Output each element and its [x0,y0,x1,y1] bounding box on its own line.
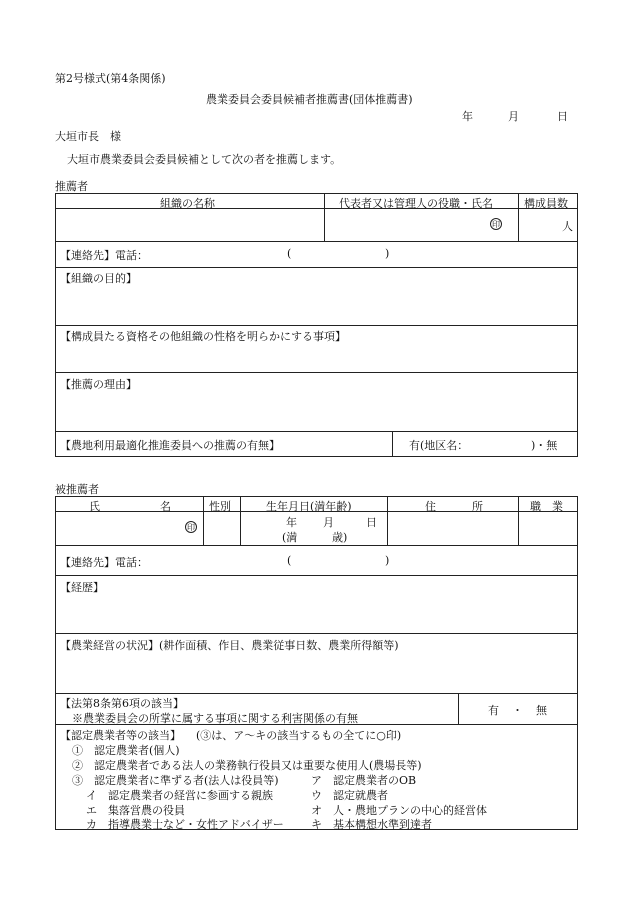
org-purpose-label: 【組織の目的】 [60,272,137,285]
org-purpose-field[interactable] [57,284,576,323]
certified-sub-a[interactable]: ア 認定農業者のOB [311,774,417,787]
promotion-committee-label: 【農地利用最適化推進委員への推薦の有無】 [60,439,280,452]
col-occupation: 職 業 [530,500,563,513]
seal-mark-icon: 印 [492,220,500,229]
recommend-reason-field[interactable] [57,390,576,429]
law-no-option[interactable]: 無 [536,704,547,717]
org-qualification-label: 【構成員たる資格その他組織の性格を明らかにする事項】 [60,330,346,343]
certified-item-2[interactable]: ② 認定農業者である法人の業務執行役員又は重要な使用人(農場長等) [72,759,422,772]
law-separator: ・ [512,704,523,717]
recommender-contact-open: ( [287,247,292,260]
certified-item-3[interactable]: ③ 認定農業者に準ずる者(法人は役員等) [72,774,279,787]
certified-farmer-label: 【認定農業者等の該当】 [60,729,181,742]
certified-item-1[interactable]: ① 認定農業者(個人) [72,744,180,757]
col-sex: 性別 [209,500,231,513]
birth-day-label: 日 [366,516,377,529]
col-org-name: 組織の名称 [160,197,215,210]
law-yes-option[interactable]: 有 [488,704,499,717]
certified-sub-e[interactable]: エ 集落営農の役員 [86,804,185,817]
law-clause-note: ※農業委員会の所掌に属する事項に関する利害関係の有無 [72,712,358,725]
col-birth: 生年月日(満年齢) [266,500,352,513]
col-representative: 代表者又は管理人の役職・氏名 [339,197,493,210]
farming-status-field[interactable] [57,651,576,691]
org-name-field[interactable] [57,210,322,239]
form-title: 農業委員会委員候補者推薦書(団体推薦書) [206,93,413,106]
date-year-label: 年 [462,110,473,123]
addressee: 大垣市長 様 [55,130,121,143]
candidate-phone-field[interactable] [160,549,280,571]
member-unit: 人 [562,220,573,233]
candidate-contact-open: ( [287,554,292,567]
career-label: 【経歴】 [60,581,104,594]
candidate-address-field[interactable] [389,513,516,543]
candidate-sex-field[interactable] [205,513,238,543]
col-address-1: 住 [425,500,436,513]
age-close-label: 歳) [332,531,348,544]
candidate-seal-mark-icon: 印 [187,523,195,532]
intro-text: 大垣市農業委員会委員候補として次の者を推薦します。 [67,153,342,166]
farming-status-label: 【農業経営の状況】(耕作面積、作目、農業従事日数、農業所得額等) [60,639,399,652]
certified-sub-ka[interactable]: カ 指導農業士など・女性アドバイザー [86,818,284,831]
form-number: 第2号様式(第4条関係) [55,72,166,85]
candidate-name-field[interactable] [57,513,182,543]
certified-sub-u[interactable]: ウ 認定就農者 [311,789,388,802]
candidate-section-label: 被推薦者 [55,483,99,496]
recommender-phone-field[interactable] [160,244,280,264]
certified-sub-i[interactable]: イ 認定農業者の経営に参画する親族 [86,789,273,802]
certified-sub-ki[interactable]: キ 基本構想水準到達者 [311,818,432,831]
career-field[interactable] [57,593,576,631]
birth-month-label: 月 [323,516,334,529]
certified-sub-o[interactable]: オ 人・農地プランの中心的経営体 [311,804,487,817]
date-month-label: 月 [508,110,519,123]
member-count-field[interactable] [520,210,560,239]
promotion-no-option[interactable]: )・無 [531,439,558,452]
recommender-contact-close: ) [385,247,390,260]
org-qualification-field[interactable] [57,342,576,370]
representative-field[interactable] [326,210,516,239]
col-name-1: 氏 [89,500,100,513]
col-address-2: 所 [472,500,483,513]
col-member-count: 構成員数 [524,197,568,210]
certified-farmer-note: (③は、ア～キの該当するもの全てに○印) [196,729,402,742]
candidate-occupation-field[interactable] [520,513,576,543]
recommender-contact-label: 【連絡先】電話： [60,249,148,262]
candidate-contact-close: ) [385,554,390,567]
age-open-label: (満 [282,531,298,544]
date-day-label: 日 [557,110,568,123]
candidate-contact-label: 【連絡先】電話： [60,556,148,569]
recommend-reason-label: 【推薦の理由】 [60,378,137,391]
promotion-yes-option[interactable]: 有(地区名： [409,439,469,452]
recommender-section-label: 推薦者 [55,180,88,193]
col-name-2: 名 [160,500,171,513]
birth-year-label: 年 [286,516,297,529]
law-clause-label: 【法第8条第6項の該当】 [60,697,184,710]
